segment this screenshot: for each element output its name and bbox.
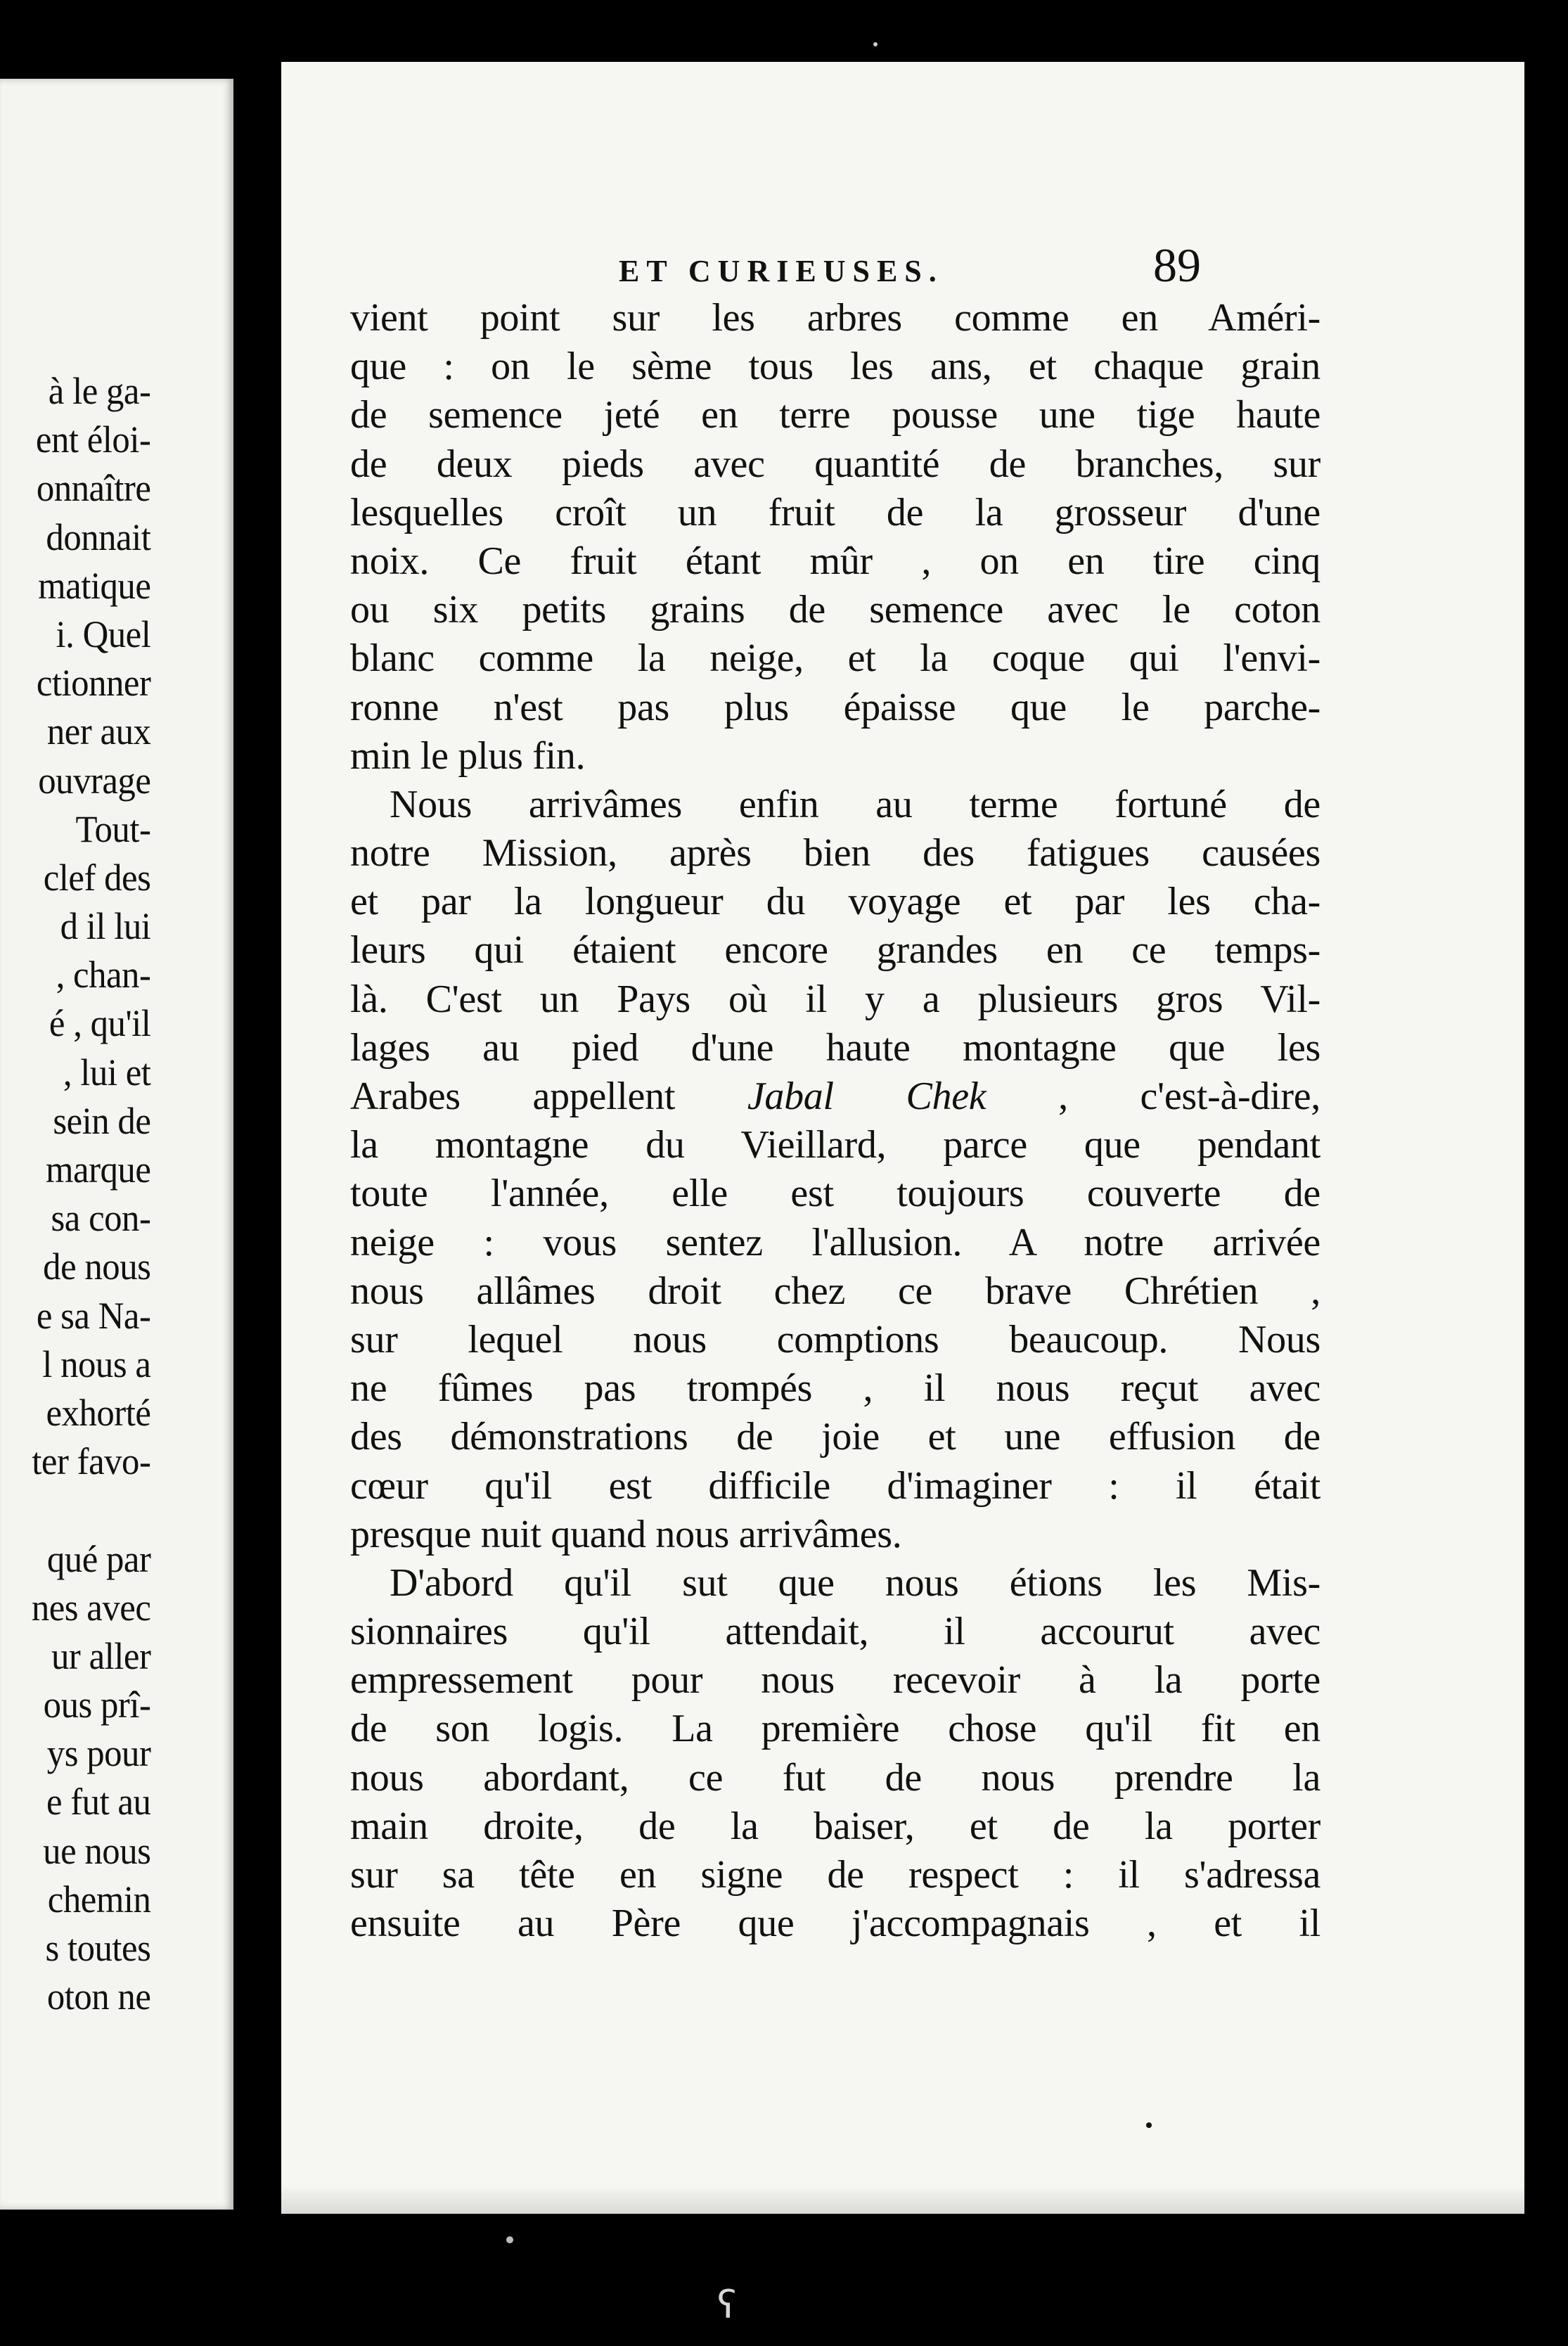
text-line: D'abord qu'il sut que nous étions les Mis- xyxy=(390,1560,1320,1605)
left-line: d il lui xyxy=(60,905,150,948)
left-line: ner aux xyxy=(46,710,150,753)
page-number: 89 xyxy=(1153,238,1201,292)
left-line: e fut au xyxy=(46,1781,150,1823)
left-line: ue nous xyxy=(42,1829,150,1872)
left-line: ent éloi- xyxy=(35,418,151,461)
left-line: à le ga- xyxy=(48,370,150,412)
text-line: presque nuit quand nous arrivâmes. xyxy=(350,1512,902,1556)
left-line: qué par xyxy=(46,1537,150,1580)
text-line: de semence jeté en terre pousse une tige haute xyxy=(350,393,1320,437)
text-line: noix. Ce fruit étant mûr , on en tire cinq xyxy=(350,539,1320,583)
book-gutter xyxy=(233,79,281,2210)
text-line: main droite, de la baiser, et de la porter xyxy=(350,1804,1320,1848)
text-line: blanc comme la neige, et la coque qui l'envi- xyxy=(350,636,1320,681)
left-line: é , qu'il xyxy=(49,1002,150,1045)
text-line: notre Mission, après bien des fatigues causées xyxy=(350,831,1320,876)
text-line: nous allâmes droit chez ce brave Chrétien , xyxy=(350,1269,1320,1313)
left-line: ter favo- xyxy=(31,1440,150,1483)
left-line: ctionner xyxy=(36,662,150,705)
left-line: , chan- xyxy=(56,954,150,996)
text-line: empressement pour nous recevoir à la porte xyxy=(350,1658,1320,1703)
left-line: ys pour xyxy=(46,1732,150,1775)
right-page xyxy=(281,62,1524,2214)
left-line: chemin xyxy=(47,1878,150,1921)
left-line: Tout- xyxy=(75,807,150,850)
text-line: ensuite au Père que j'accompagnais , et il xyxy=(350,1902,1320,1946)
page-shadow xyxy=(281,2186,1524,2214)
text-line: neige : vous sentez l'allusion. A notre arrivée xyxy=(350,1220,1320,1264)
text-line: toute l'année, elle est toujours couverte de xyxy=(350,1172,1320,1216)
left-line: matique xyxy=(37,564,151,607)
ink-speck xyxy=(506,2236,513,2243)
left-line: ur aller xyxy=(51,1634,150,1677)
left-line xyxy=(31,1486,150,1534)
text-line: lages au pied d'une haute montagne que les xyxy=(350,1025,1320,1070)
left-line: clef des xyxy=(43,856,150,899)
text-line: sionnaires qu'il attendait, il accourut avec xyxy=(350,1610,1320,1654)
left-line: i. Quel xyxy=(56,613,150,655)
ink-speck xyxy=(873,42,878,46)
text-line: ou six petits grains de semence avec le coton xyxy=(350,588,1320,632)
left-line: ous prî- xyxy=(43,1684,150,1726)
left-line: marque xyxy=(45,1148,151,1191)
text-line: Nous arrivâmes enfin au terme fortuné de xyxy=(390,782,1320,826)
text-line: des démonstrations de joie et une effusion de xyxy=(350,1415,1320,1459)
text-line: cœur qu'il est difficile d'imaginer : il était xyxy=(350,1463,1320,1508)
text-line: de son logis. La première chose qu'il fit en xyxy=(350,1707,1320,1751)
text-line: ne fûmes pas trompés , il nous reçut avec xyxy=(350,1366,1320,1411)
running-head: ET CURIEUSES. xyxy=(619,254,944,288)
text-line: la montagne du Vieillard, parce que pendant xyxy=(350,1123,1320,1167)
text-line: vient point sur les arbres comme en Améri- xyxy=(350,296,1320,340)
text-line: là. C'est un Pays où il y a plusieurs gros Vil- xyxy=(350,977,1320,1021)
ink-speck xyxy=(1146,2122,1152,2128)
italic-place-name: Jabal Chek xyxy=(747,1075,987,1118)
left-line: ouvrage xyxy=(37,759,151,802)
text-line: que : on le sème tous les ans, et chaque grain xyxy=(350,345,1320,389)
left-line: nes avec xyxy=(31,1586,150,1629)
left-line: sa con- xyxy=(51,1197,151,1240)
text-line: sur lequel nous comptions beaucoup. Nous xyxy=(350,1317,1320,1361)
text-line: lesquelles croît un fruit de la grosseur d'une xyxy=(350,490,1320,534)
text-line: de deux pieds avec quantité de branches, sur xyxy=(350,442,1320,486)
text-line: sur sa tête en signe de respect : il s'adressa xyxy=(350,1853,1320,1897)
scan-corner-mark: ʕ xyxy=(717,2283,737,2327)
text-line: min le plus fin. xyxy=(350,733,586,778)
text-line: et par la longueur du voyage et par les cha- xyxy=(350,880,1320,924)
text-line: ronne n'est pas plus épaisse que le parche- xyxy=(350,685,1320,729)
left-line: , lui et xyxy=(63,1051,150,1094)
left-line: donnait xyxy=(46,515,150,558)
left-page-text xyxy=(31,367,150,2021)
left-line: l nous a xyxy=(41,1342,151,1385)
left-line: sein de xyxy=(52,1099,150,1142)
text-line: Arabes appellent Jabal Chek , c'est-à-dire, xyxy=(350,1075,1320,1118)
left-line: oton ne xyxy=(46,1975,150,2018)
left-line: exhorté xyxy=(46,1391,151,1434)
text-line: leurs qui étaient encore grandes en ce temps- xyxy=(350,928,1320,973)
left-page-fragment xyxy=(0,79,233,2210)
left-line: onnaître xyxy=(36,467,150,510)
page-body-text xyxy=(350,294,1320,1948)
left-line: de nous xyxy=(42,1245,150,1288)
text-line: nous abordant, ce fut de nous prendre la xyxy=(350,1755,1320,1800)
left-line: e sa Na- xyxy=(36,1294,151,1337)
left-line: s toutes xyxy=(45,1927,150,1969)
